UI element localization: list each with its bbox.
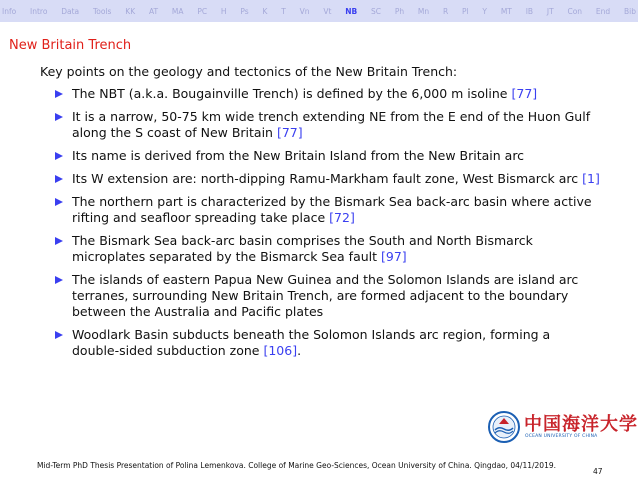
nav-item-vt[interactable]: Vt <box>323 6 332 16</box>
bullet-triangle-icon <box>55 331 63 339</box>
nav-item-bib[interactable]: Bib <box>623 6 636 16</box>
bullet-text: The NBT (a.k.a. Bougainville Trench) is defined by the 6,000 m isoline <box>72 86 508 101</box>
bullet-text: The Bismark Sea back-arc basin comprises the South and North Bismarck microplates separated by the Bismarck Sea fault <box>72 233 533 264</box>
nav-item-k[interactable]: K <box>262 6 268 16</box>
nav-item-intro[interactable]: Intro <box>30 6 48 16</box>
bullet-item <box>40 327 600 359</box>
citation-link[interactable]: [72] <box>329 210 355 225</box>
bullet-triangle-icon <box>55 152 63 160</box>
nav-item-jt[interactable]: JT <box>546 6 554 16</box>
bullet-text: The northern part is characterized by the Bismark Sea back-arc basin where active rifting and seafloor spreading take place <box>72 194 592 225</box>
slide-content <box>40 64 600 366</box>
bullet-suffix: . <box>297 343 302 358</box>
bullet-item <box>40 171 600 187</box>
nav-item-data[interactable]: Data <box>61 6 80 16</box>
bullet-item <box>40 109 600 141</box>
slide-title: New Britain Trench <box>9 38 132 53</box>
bullet-text: Woodlark Basin subducts beneath the Solomon Islands arc region, forming a double-sided subduction zone <box>72 327 551 358</box>
nav-item-info[interactable]: Info <box>2 6 17 16</box>
nav-item-r[interactable]: R <box>442 6 449 16</box>
bullet-list <box>40 86 600 359</box>
intro-text: Key points on the geology and tectonics of the New Britain Trench: <box>40 64 458 79</box>
bullet-triangle-icon <box>55 175 63 183</box>
citation-link[interactable]: [1] <box>582 171 600 186</box>
nav-item-pl[interactable]: Pl <box>462 6 469 16</box>
bullet-text: It is a narrow, 50-75 km wide trench extending NE from the E end of the Huon Gulf along the S coast of New Britain <box>72 109 591 140</box>
logo-name-zh: 中国海洋大学 <box>524 414 638 435</box>
bullet-triangle-icon <box>55 237 63 245</box>
citation-link[interactable]: [77] <box>511 86 538 101</box>
nav-item-tools[interactable]: Tools <box>92 6 112 16</box>
bullet-item <box>40 148 600 164</box>
bullet-text: The islands of eastern Papua New Guinea and the Solomon Islands are island arc terranes, surrounding New Britain Trench, are formed adjacent to the boundary between the Australia and Pacific plates <box>72 272 579 319</box>
nav-item-kk[interactable]: KK <box>125 6 136 16</box>
citation-link[interactable]: [106] <box>263 343 298 358</box>
nav-item-ib[interactable]: IB <box>525 6 534 16</box>
bullet-item <box>40 86 600 102</box>
nav-item-pc[interactable]: PC <box>197 6 208 16</box>
logo-name-en: OCEAN UNIVERSITY OF CHINA <box>525 434 598 439</box>
nav-item-sc[interactable]: SC <box>371 6 382 16</box>
nav-item-end[interactable]: End <box>595 6 611 16</box>
citation-link[interactable]: [97] <box>381 249 407 264</box>
bullet-text: Its name is derived from the New Britain Island from the New Britain arc <box>72 148 525 163</box>
bullet-item <box>40 194 600 226</box>
bullet-text: Its W extension are: north-dipping Ramu-Markham fault zone, West Bismarck arc <box>72 171 579 186</box>
nav-item-con[interactable]: Con <box>567 6 583 16</box>
bullet-item <box>40 272 600 320</box>
bullet-triangle-icon <box>55 276 63 284</box>
nav-item-ph[interactable]: Ph <box>394 6 405 16</box>
nav-item-vn[interactable]: Vn <box>299 6 310 16</box>
nav-item-nb[interactable]: NB <box>345 6 358 16</box>
nav-item-mt[interactable]: MT <box>500 6 512 16</box>
nav-item-t[interactable]: T <box>281 6 286 16</box>
bullet-triangle-icon <box>55 90 63 98</box>
nav-item-y[interactable]: Y <box>482 6 488 16</box>
bullet-triangle-icon <box>55 198 63 206</box>
nav-item-at[interactable]: AT <box>148 6 159 16</box>
bullet-item <box>40 233 600 265</box>
footer-text: Mid-Term PhD Thesis Presentation of Polina Lemenkova. College of Marine Geo-Sciences, Ocean University of China. Qingdao, 04/11/2019. <box>37 461 557 470</box>
nav-item-ps[interactable]: Ps <box>240 6 249 16</box>
nav-item-h[interactable]: H <box>220 6 227 16</box>
citation-link[interactable]: [77] <box>276 125 303 140</box>
page-number: 47 <box>593 467 603 476</box>
nav-item-ma[interactable]: MA <box>171 6 184 16</box>
nav-item-mn[interactable]: Mn <box>417 6 430 16</box>
section-navbar <box>0 0 638 22</box>
bullet-triangle-icon <box>55 113 63 121</box>
